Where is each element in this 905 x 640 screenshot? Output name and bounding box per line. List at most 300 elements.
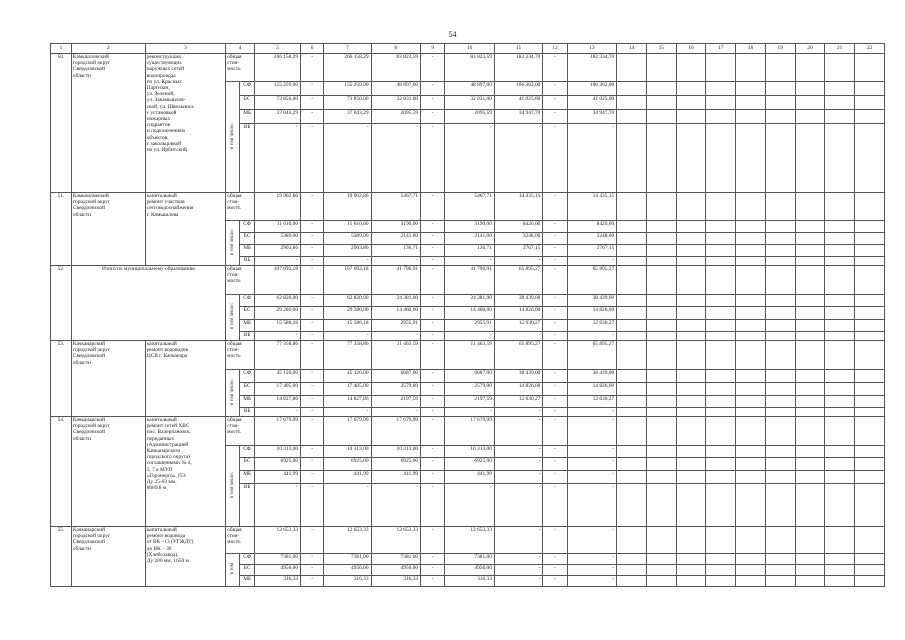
value-cell: - [543, 417, 567, 446]
value-cell: 2955,91 [371, 320, 421, 332]
value-cell: 15 586,18 [324, 320, 371, 332]
value-cell: 2767,15 [494, 245, 542, 257]
value-cell: 6925,00 [371, 458, 421, 471]
empty-cell [706, 527, 736, 554]
value-cell: - [301, 124, 324, 193]
header-cell: 3 [145, 44, 225, 54]
value-cell: 48 897,00 [445, 82, 495, 96]
empty-cell [706, 484, 736, 527]
empty-cell [795, 233, 825, 245]
source-code: МБ [240, 396, 254, 408]
value-cell: - [301, 54, 324, 82]
value-cell: - [567, 576, 617, 587]
value-cell: - [324, 332, 371, 341]
value-cell: - [301, 370, 324, 383]
empty-cell [825, 484, 855, 527]
value-cell: 3248,00 [567, 233, 617, 245]
source-code: МБ [240, 471, 254, 484]
empty-cell [617, 565, 647, 576]
header-row [51, 44, 885, 54]
empty-cell [825, 527, 855, 554]
value-cell: - [567, 565, 617, 576]
value-cell: 2095,59 [445, 110, 495, 124]
value-cell: - [371, 408, 421, 417]
empty-cell [855, 307, 885, 320]
header-cell: 8 [371, 44, 421, 54]
empty-cell [706, 458, 736, 471]
value-cell: - [421, 320, 445, 332]
value-cell: 182 334,70 [567, 54, 617, 82]
including-label [226, 295, 240, 341]
empty-cell [676, 221, 706, 233]
value-cell: 4956,00 [445, 565, 495, 576]
empty-cell [646, 257, 676, 266]
empty-cell [706, 257, 736, 266]
empty-cell [646, 233, 676, 245]
value-cell: - [301, 458, 324, 471]
empty-cell [617, 527, 647, 554]
value-cell: - [567, 527, 617, 554]
empty-cell [676, 576, 706, 587]
table-row [51, 417, 885, 446]
header-cell: 9 [421, 44, 445, 54]
empty-cell [855, 383, 885, 396]
value-cell: - [567, 124, 617, 193]
value-cell: 38 439,00 [567, 295, 617, 307]
including-text: в том числе: [229, 378, 235, 405]
value-cell: - [421, 396, 445, 408]
empty-cell [617, 576, 647, 587]
table-row [51, 266, 885, 295]
empty-cell [617, 396, 647, 408]
empty-cell [795, 193, 825, 221]
empty-cell [706, 341, 736, 370]
empty-cell [706, 193, 736, 221]
empty-cell [736, 245, 766, 257]
value-cell: - [543, 257, 567, 266]
value-cell: 77 358,86 [254, 341, 300, 370]
value-cell: 24 381,00 [445, 295, 495, 307]
header-cell: 6 [301, 44, 324, 54]
value-cell: 107 692,18 [324, 266, 371, 295]
empty-cell [736, 307, 766, 320]
empty-cell [676, 233, 706, 245]
empty-cell [736, 341, 766, 370]
value-cell: - [421, 257, 445, 266]
value-cell: - [543, 554, 567, 565]
empty-cell [736, 417, 766, 446]
empty-cell [706, 266, 736, 295]
value-cell: 11 610,00 [254, 221, 300, 233]
value-cell: - [301, 527, 324, 554]
value-cell: - [421, 245, 445, 257]
municipality-cell: Качканарский городской округ Свердловской области [71, 417, 145, 527]
empty-cell [706, 295, 736, 307]
source-code: СФ [240, 446, 254, 458]
value-cell: 107 692,18 [254, 266, 300, 295]
value-cell: - [445, 257, 495, 266]
value-cell: - [254, 408, 300, 417]
empty-cell [617, 233, 647, 245]
value-cell: 45 126,00 [324, 370, 371, 383]
value-cell: 65 895,27 [567, 266, 617, 295]
value-cell: - [421, 471, 445, 484]
empty-cell [825, 295, 855, 307]
source-code: БС [240, 458, 254, 471]
value-cell: - [543, 396, 567, 408]
empty-cell [825, 110, 855, 124]
empty-cell [736, 266, 766, 295]
empty-cell [676, 341, 706, 370]
value-cell: - [421, 221, 445, 233]
empty-cell [676, 295, 706, 307]
municipality-cell: Качканарский городской округ Свердловской области [71, 527, 145, 587]
value-cell: 7381,00 [324, 554, 371, 565]
empty-cell [855, 193, 885, 221]
value-cell: 62 820,00 [324, 295, 371, 307]
empty-cell [795, 96, 825, 110]
empty-cell [736, 383, 766, 396]
empty-cell [795, 458, 825, 471]
value-cell: - [543, 266, 567, 295]
empty-cell [706, 307, 736, 320]
empty-cell [646, 458, 676, 471]
empty-cell [825, 341, 855, 370]
value-cell: 7381,00 [254, 554, 300, 565]
empty-cell [646, 245, 676, 257]
value-cell: 155 259,00 [324, 82, 371, 96]
empty-cell [676, 446, 706, 458]
value-cell: - [445, 484, 495, 527]
header-cell: 5 [254, 44, 300, 54]
empty-cell [676, 383, 706, 396]
empty-cell [706, 332, 736, 341]
value-cell: 65 895,27 [494, 266, 542, 295]
value-cell: - [421, 266, 445, 295]
value-cell: - [543, 96, 567, 110]
empty-cell [765, 341, 795, 370]
value-cell: - [301, 396, 324, 408]
empty-cell [706, 96, 736, 110]
value-cell: - [494, 527, 542, 554]
empty-cell [736, 576, 766, 587]
empty-cell [765, 446, 795, 458]
value-cell: - [494, 446, 542, 458]
empty-cell [765, 54, 795, 82]
empty-cell [736, 554, 766, 565]
empty-cell [646, 266, 676, 295]
value-cell: 3190,00 [445, 221, 495, 233]
including-label [226, 82, 240, 193]
value-cell: - [371, 124, 421, 193]
empty-cell [646, 320, 676, 332]
empty-cell [706, 124, 736, 193]
value-cell: 73 856,00 [324, 96, 371, 110]
empty-cell [825, 332, 855, 341]
empty-cell [795, 320, 825, 332]
value-cell: - [301, 295, 324, 307]
value-cell: 83 823,59 [445, 54, 495, 82]
empty-cell [795, 124, 825, 193]
empty-cell [646, 396, 676, 408]
empty-cell [676, 332, 706, 341]
value-cell: - [301, 417, 324, 446]
summary-label: Итого по муниципальному образованию [71, 266, 225, 341]
value-cell: - [543, 370, 567, 383]
budget-table [50, 43, 885, 587]
empty-cell [706, 320, 736, 332]
value-cell: - [543, 458, 567, 471]
value-cell: - [421, 332, 445, 341]
empty-cell [646, 341, 676, 370]
value-cell: 62 820,00 [254, 295, 300, 307]
value-cell: - [371, 484, 421, 527]
value-cell: 41 025,00 [567, 96, 617, 110]
empty-cell [765, 221, 795, 233]
value-cell: - [421, 307, 445, 320]
value-cell: 15 586,18 [254, 320, 300, 332]
empty-cell [736, 54, 766, 82]
including-label [226, 221, 240, 266]
header-cell: 10 [445, 44, 495, 54]
empty-cell [676, 408, 706, 417]
value-cell: 7381,00 [445, 554, 495, 565]
empty-cell [736, 295, 766, 307]
value-cell: 37 043,29 [324, 110, 371, 124]
source-code: СФ [240, 295, 254, 307]
value-cell: 14 826,00 [567, 307, 617, 320]
empty-cell [855, 527, 885, 554]
source-code: БС [240, 307, 254, 320]
value-cell: - [445, 332, 495, 341]
source-code: ВБ [240, 408, 254, 417]
empty-cell [676, 320, 706, 332]
empty-cell [825, 221, 855, 233]
empty-cell [795, 383, 825, 396]
including-label [226, 370, 240, 417]
value-cell: 38 439,00 [494, 370, 542, 383]
empty-cell [855, 54, 885, 82]
empty-cell [855, 295, 885, 307]
empty-cell [795, 54, 825, 82]
empty-cell [825, 96, 855, 110]
empty-cell [855, 370, 885, 383]
header-cell: 18 [736, 44, 766, 54]
value-cell: - [421, 417, 445, 446]
empty-cell [646, 221, 676, 233]
including-label [226, 446, 240, 527]
empty-cell [646, 576, 676, 587]
value-cell: - [421, 124, 445, 193]
value-cell: 41 796,91 [371, 266, 421, 295]
value-cell: 14 826,00 [494, 307, 542, 320]
empty-cell [736, 124, 766, 193]
empty-cell [795, 417, 825, 446]
value-cell: - [543, 295, 567, 307]
empty-cell [855, 417, 885, 446]
value-cell: 29 286,00 [324, 307, 371, 320]
municipality-cell: Камышловский городской округ Свердловской области [71, 193, 145, 266]
including-text: в том числе: [229, 228, 235, 255]
empty-cell [855, 396, 885, 408]
value-cell: - [494, 124, 542, 193]
empty-cell [646, 484, 676, 527]
value-cell: 34 947,70 [567, 110, 617, 124]
value-cell: - [494, 257, 542, 266]
value-cell: - [543, 221, 567, 233]
value-cell: - [254, 332, 300, 341]
value-cell: - [324, 124, 371, 193]
empty-cell [795, 295, 825, 307]
empty-cell [617, 54, 647, 82]
source-code: БС [240, 383, 254, 396]
value-cell: - [301, 471, 324, 484]
empty-cell [855, 458, 885, 471]
empty-cell [795, 307, 825, 320]
empty-cell [676, 554, 706, 565]
value-cell: 34 947,70 [494, 110, 542, 124]
value-cell: 6925,00 [445, 458, 495, 471]
value-cell: 316,33 [371, 576, 421, 587]
empty-cell [617, 82, 647, 96]
empty-cell [617, 383, 647, 396]
value-cell: 17 405,00 [254, 383, 300, 396]
empty-cell [676, 527, 706, 554]
table-row [51, 54, 885, 82]
empty-cell [736, 370, 766, 383]
value-cell: 2955,91 [445, 320, 495, 332]
value-cell: - [494, 332, 542, 341]
value-cell: 38 439,00 [567, 370, 617, 383]
row-number: 51. [51, 193, 72, 266]
value-cell: 12 653,33 [254, 527, 300, 554]
empty-cell [617, 554, 647, 565]
value-cell: - [543, 341, 567, 370]
empty-cell [736, 221, 766, 233]
value-cell: 2579,00 [371, 383, 421, 396]
value-cell: - [567, 458, 617, 471]
empty-cell [706, 245, 736, 257]
empty-cell [765, 370, 795, 383]
value-cell: - [567, 257, 617, 266]
empty-cell [736, 471, 766, 484]
empty-cell [646, 446, 676, 458]
empty-cell [795, 257, 825, 266]
empty-cell [676, 370, 706, 383]
empty-cell [825, 383, 855, 396]
empty-cell [706, 408, 736, 417]
value-cell: 5467,71 [445, 193, 495, 221]
value-cell: 10 313,00 [445, 446, 495, 458]
empty-cell [736, 527, 766, 554]
table-row [51, 527, 885, 554]
value-cell: 41 796,91 [445, 266, 495, 295]
value-cell: 8420,00 [567, 221, 617, 233]
empty-cell [646, 471, 676, 484]
empty-cell [765, 396, 795, 408]
value-cell: 10 313,00 [254, 446, 300, 458]
header-cell: 16 [676, 44, 706, 54]
value-cell: 136,71 [445, 245, 495, 257]
value-cell: 3190,00 [371, 221, 421, 233]
value-cell: - [494, 417, 542, 446]
value-cell: - [421, 408, 445, 417]
total-label: общая стои- мость [226, 341, 255, 370]
empty-cell [825, 408, 855, 417]
source-code: МБ [240, 110, 254, 124]
empty-cell [617, 193, 647, 221]
value-cell: 5467,71 [371, 193, 421, 221]
empty-cell [855, 96, 885, 110]
header-cell: 15 [646, 44, 676, 54]
empty-cell [765, 295, 795, 307]
empty-cell [676, 245, 706, 257]
total-label: общая стои- мость [226, 417, 255, 446]
empty-cell [617, 257, 647, 266]
empty-cell [795, 408, 825, 417]
empty-cell [825, 417, 855, 446]
value-cell: 2141,00 [445, 233, 495, 245]
value-cell: - [567, 484, 617, 527]
empty-cell [795, 565, 825, 576]
empty-cell [706, 417, 736, 446]
empty-cell [825, 554, 855, 565]
empty-cell [795, 266, 825, 295]
empty-cell [646, 565, 676, 576]
value-cell: 2903,86 [254, 245, 300, 257]
empty-cell [676, 417, 706, 446]
empty-cell [855, 341, 885, 370]
value-cell: - [567, 446, 617, 458]
source-code: БС [240, 233, 254, 245]
value-cell: - [421, 383, 445, 396]
empty-cell [855, 484, 885, 527]
value-cell: 14 460,00 [445, 307, 495, 320]
value-cell: - [324, 408, 371, 417]
value-cell: 4956,00 [254, 565, 300, 576]
source-code: ВБ [240, 332, 254, 341]
empty-cell [765, 576, 795, 587]
value-cell: 11 610,00 [324, 221, 371, 233]
value-cell: 12 630,27 [567, 396, 617, 408]
value-cell: - [301, 266, 324, 295]
empty-cell [706, 110, 736, 124]
value-cell: - [494, 458, 542, 471]
row-number: 50. [51, 54, 72, 193]
empty-cell [765, 383, 795, 396]
value-cell: - [421, 484, 445, 527]
header-cell: 19 [765, 44, 795, 54]
empty-cell [617, 320, 647, 332]
empty-cell [855, 471, 885, 484]
row-number: 52. [51, 266, 72, 341]
value-cell: 19 902,86 [254, 193, 300, 221]
empty-cell [617, 110, 647, 124]
empty-cell [765, 82, 795, 96]
municipality-cell: Качканарский городской округ Свердловской области [71, 341, 145, 417]
value-cell: 4956,00 [324, 565, 371, 576]
value-cell: - [301, 484, 324, 527]
empty-cell [706, 554, 736, 565]
value-cell: 17 679,99 [324, 417, 371, 446]
empty-cell [765, 320, 795, 332]
empty-cell [676, 471, 706, 484]
municipality-cell: Камышловский городской округ Свердловской области [71, 54, 145, 193]
table-row [51, 193, 885, 221]
value-cell: - [445, 408, 495, 417]
value-cell: - [301, 96, 324, 110]
empty-cell [795, 370, 825, 383]
